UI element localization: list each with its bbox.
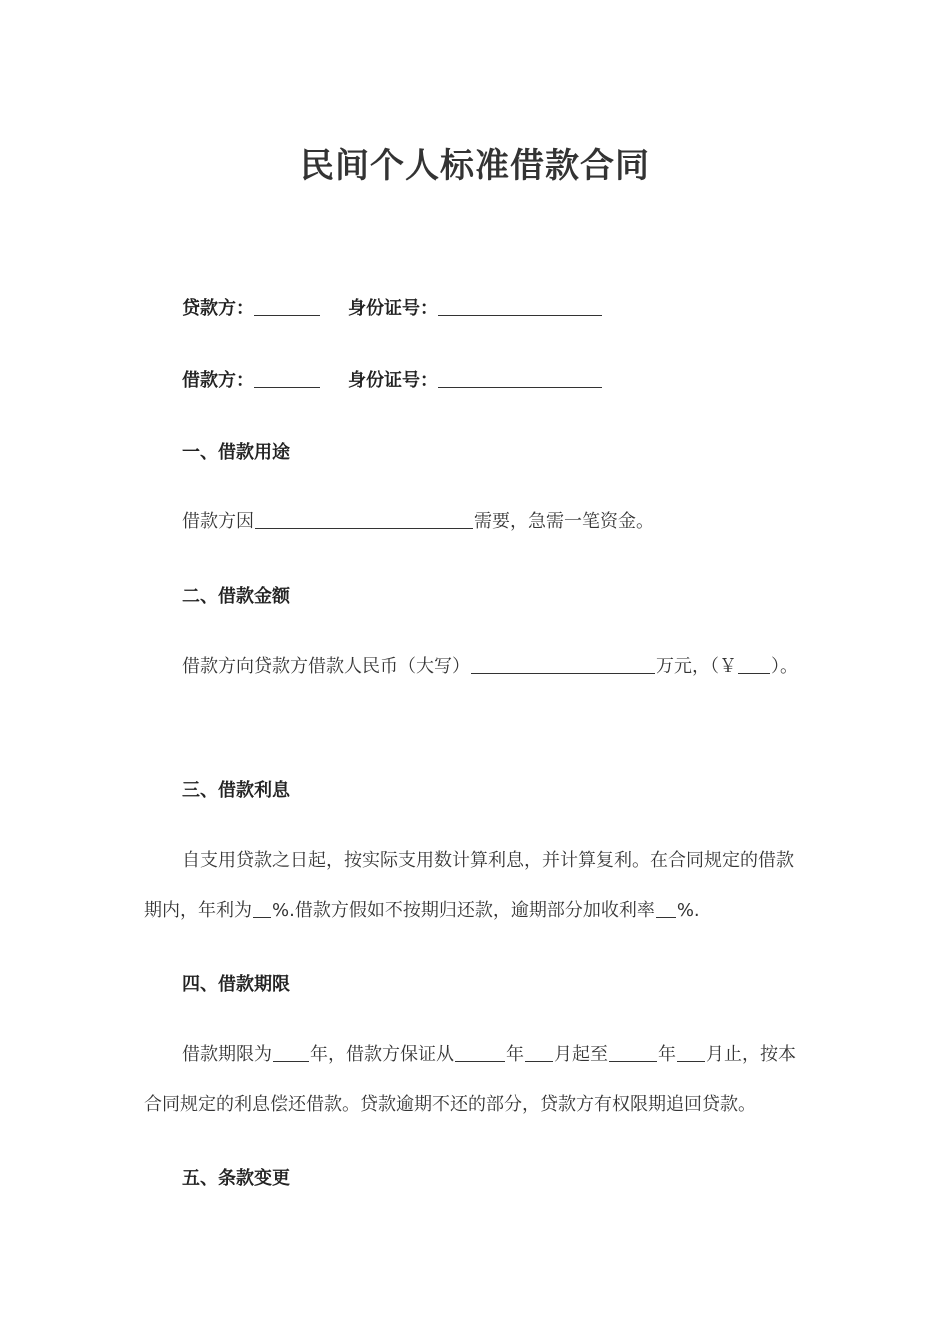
section-3-text-c: %. [676, 900, 700, 921]
section-4-text-f: 月止，按本合同规定的利息偿还借款。贷款逾期不还的部分，贷款方有权限期追回贷款。 [144, 1044, 796, 1115]
start-month-blank [525, 1045, 553, 1062]
purpose-blank [255, 512, 473, 529]
section-1-heading: 一、借款用途 [182, 442, 290, 463]
amount-words-blank [471, 657, 655, 674]
section-3-heading: 三、借款利息 [182, 780, 290, 801]
term-years-blank [273, 1045, 309, 1062]
lender-name-blank [254, 297, 320, 316]
start-year-blank [455, 1045, 505, 1062]
section-4-text-b: 年，借款方保证从 [310, 1044, 454, 1065]
amount-figure-blank [738, 657, 770, 674]
annual-rate-blank [253, 901, 271, 918]
section-2-text-c: ）。 [771, 656, 798, 677]
section-4-text-d: 月起至 [554, 1044, 608, 1065]
borrower-line [182, 366, 602, 392]
section-2-heading: 二、借款金额 [182, 586, 290, 607]
lender-id-label: 身份证号： [348, 298, 438, 319]
borrower-name-blank [254, 369, 320, 388]
section-1-text-a: 借款方因 [182, 511, 254, 532]
section-4-text-a: 借款期限为 [182, 1044, 272, 1065]
section-2-text-b: 万元，（￥ [656, 656, 737, 677]
section-4-text-e: 年 [658, 1044, 676, 1065]
section-3-text-b: %.借款方假如不按期归还款，逾期部分加收利率 [272, 900, 655, 921]
section-4-text-c: 年 [506, 1044, 524, 1065]
section-2-body [144, 642, 806, 692]
overdue-rate-blank [656, 901, 676, 918]
section-4-heading: 四、借款期限 [182, 974, 290, 995]
section-3-text-a: 自支用贷款之日起，按实际支用数计算利息，并计算复利。在合同规定的借款期内，年利为 [144, 850, 794, 921]
lender-line [182, 294, 602, 320]
borrower-id-label: 身份证号： [348, 370, 438, 391]
borrower-label: 借款方： [182, 370, 254, 391]
end-year-blank [609, 1045, 657, 1062]
section-2-text-a: 借款方向贷款方借款人民币（大写） [182, 656, 470, 677]
section-5-heading: 五、条款变更 [182, 1168, 290, 1189]
section-3-body [144, 836, 806, 936]
section-1-body [144, 497, 806, 547]
document-title: 民间个人标准借款合同 [300, 146, 650, 186]
lender-id-blank [438, 297, 602, 316]
end-month-blank [677, 1045, 705, 1062]
lender-label: 贷款方： [182, 298, 254, 319]
section-4-body [144, 1030, 806, 1130]
section-1-text-b: 需要，急需一笔资金。 [474, 511, 654, 532]
borrower-id-blank [438, 369, 602, 388]
